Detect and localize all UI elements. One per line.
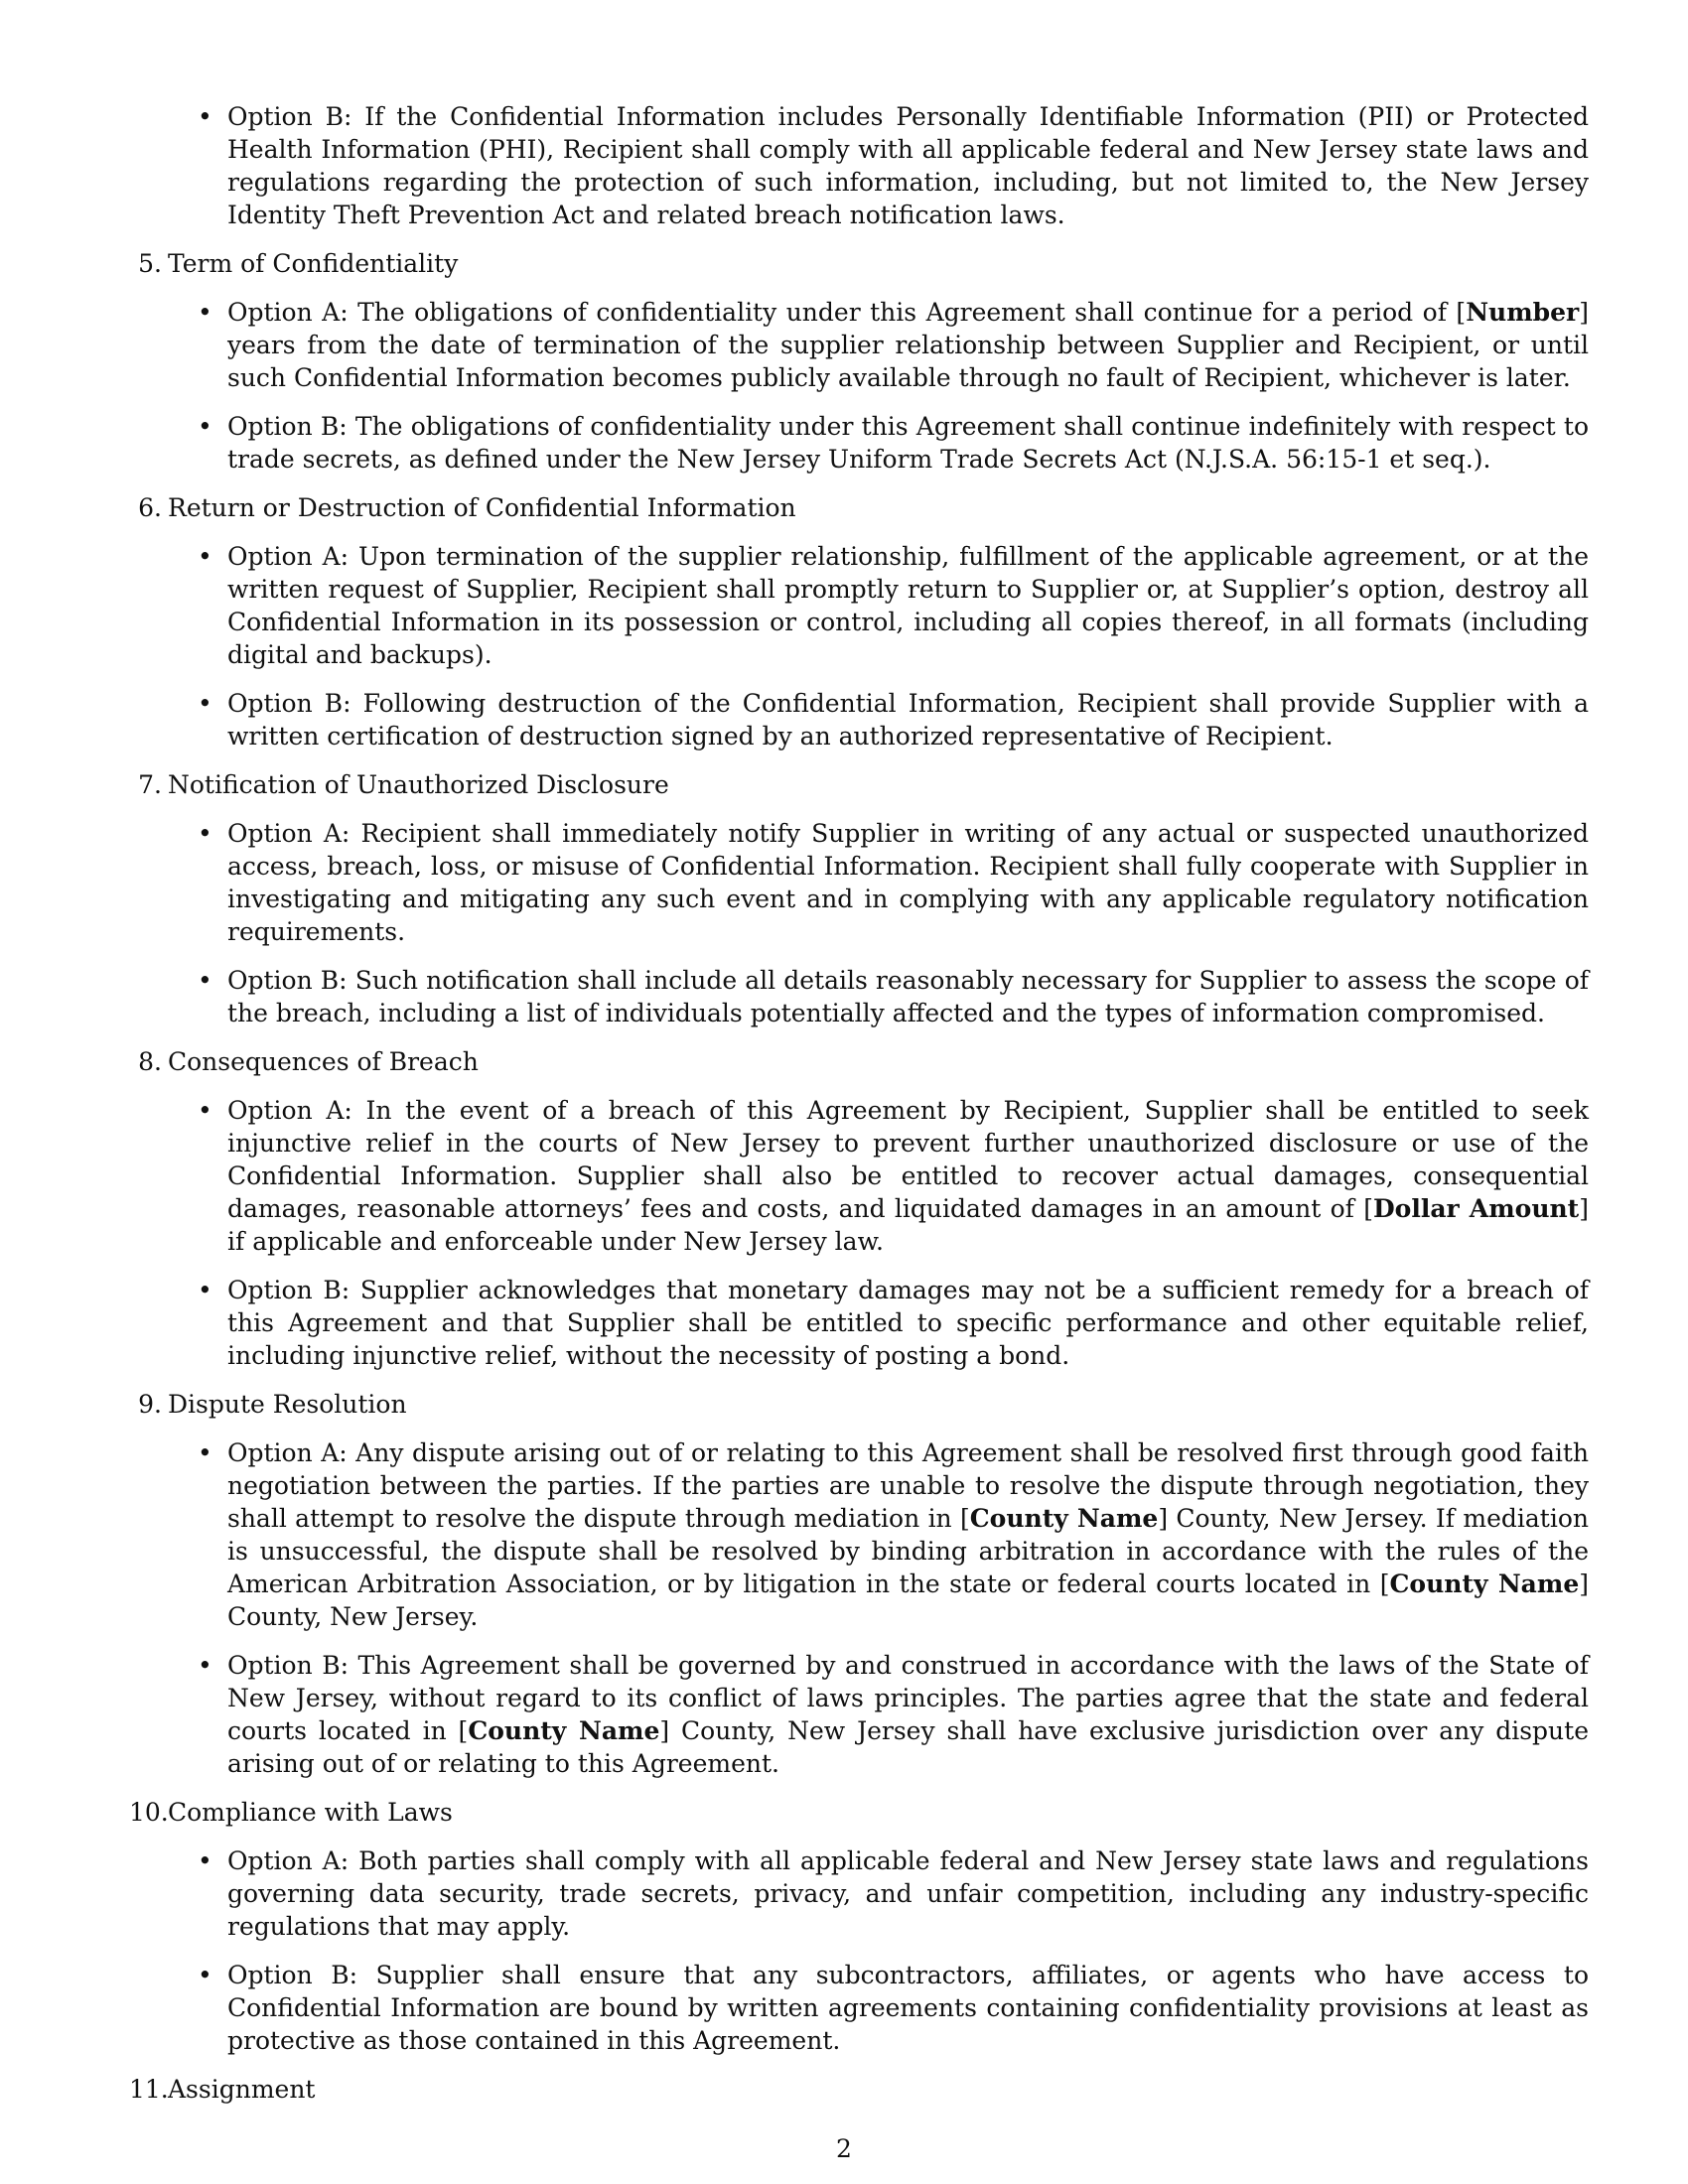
section-8-option-a: • Option A: In the event of a breach of this Agreement by Recipient, Supplier shall be entitled to seek injunctive relief in the courts of New Jersey to prevent further unauthorized disclosure or use of the Confidential Information. Supplier shall also be entitled to recover actual damages, consequential damages, reasonable attorneys’ fees and costs, and liquidated damages in an amount of [Dollar Amount] if applicable and enforceable under New Jersey law. bbox=[129, 1094, 1589, 1258]
page-number: 2 bbox=[836, 2134, 852, 2163]
section-8-option-b: • Option B: Supplier acknowledges that monetary damages may not be a sufficient remedy for a breach of this Agreement and that Supplier shall be entitled to specific performance and other equitable relief, including injunctive relief, without the necessity of posting a bond. bbox=[129, 1274, 1589, 1372]
section-number: 10. bbox=[129, 1798, 169, 1827]
section-5-option-a: • Option A: The obligations of confidentiality under this Agreement shall continue for a period of [Number] years from the date of termination of the supplier relationship between Supplier and Recipient, or until such Confidential Information becomes publicly available through no fault of Recipient, whichever is later. bbox=[129, 296, 1589, 394]
placeholder-number: Number bbox=[1466, 298, 1580, 327]
section-9-option-b: • Option B: This Agreement shall be governed by and construed in accordance with the laws of the State of New Jersey, without regard to its conflict of laws principles. The parties agree that the state and federal courts located in [County Name] County, New Jersey shall have exclusive jurisdiction over any dispute arising out of or relating to this Agreement. bbox=[129, 1649, 1589, 1780]
section-title: Term of Confidentiality bbox=[168, 249, 459, 278]
section-title: Assignment bbox=[168, 2075, 316, 2104]
section-6-option-a: • Option A: Upon termination of the supplier relationship, fulfillment of the applicable agreement, or at the written request of Supplier, Recipient shall promptly return to Supplier or, at Supplier’s option, destroy all Confidential Information in its possession or control, including all copies thereof, in all formats (including digital and backups). bbox=[129, 540, 1589, 671]
section-title: Notification of Unauthorized Disclosure bbox=[168, 770, 669, 799]
section-number: 5. bbox=[138, 249, 162, 278]
section-number: 7. bbox=[138, 770, 162, 799]
section-5-option-b: • Option B: The obligations of confidentiality under this Agreement shall continue indefinitely with respect to trade secrets, as defined under the New Jersey Uniform Trade Secrets Act (N.J.S.A. 56:15-1 et seq.). bbox=[129, 410, 1589, 476]
section-title: Dispute Resolution bbox=[168, 1390, 407, 1419]
placeholder-county-name: County Name bbox=[969, 1504, 1159, 1533]
section-title: Compliance with Laws bbox=[168, 1798, 453, 1827]
section-number: 6. bbox=[138, 493, 162, 522]
placeholder-dollar-amount: Dollar Amount bbox=[1372, 1194, 1580, 1223]
placeholder-county-name: County Name bbox=[468, 1716, 660, 1745]
section-title: Return or Destruction of Confidential Information bbox=[168, 493, 796, 522]
section-6-option-b: • Option B: Following destruction of the Confidential Information, Recipient shall provide Supplier with a written certification of destruction signed by an authorized representative of Recipient. bbox=[129, 687, 1589, 752]
section-10-option-b: • Option B: Supplier shall ensure that any subcontractors, affiliates, or agents who have access to Confidential Information are bound by written agreements containing confidentiality provisions at least as protective as those contained in this Agreement. bbox=[129, 1959, 1589, 2057]
section-9-heading bbox=[129, 1388, 1589, 1421]
section-4-option-b: • Option B: If the Confidential Information includes Personally Identifiable Information (PII) or Protected Health Information (PHI), Recipient shall comply with all applicable federal and New Jersey state laws and regulations regarding the protection of such information, including, but not limited to, the New Jersey Identity Theft Prevention Act and related breach notification laws. bbox=[129, 100, 1589, 231]
section-6-heading bbox=[129, 491, 1589, 524]
section-11-heading bbox=[129, 2073, 1589, 2106]
document-body bbox=[129, 100, 1589, 2121]
section-7-option-a: • Option A: Recipient shall immediately notify Supplier in writing of any actual or suspected unauthorized access, breach, loss, or misuse of Confidential Information. Recipient shall fully cooperate with Supplier in investigating and mitigating any such event and in complying with any applicable regulatory notification requirements. bbox=[129, 817, 1589, 948]
section-7-heading bbox=[129, 768, 1589, 801]
section-8-heading bbox=[129, 1045, 1589, 1078]
section-9-option-a: • Option A: Any dispute arising out of or relating to this Agreement shall be resolved first through good faith negotiation between the parties. If the parties are unable to resolve the dispute through negotiation, they shall attempt to resolve the dispute through mediation in [County Name] County, New Jersey. If mediation is unsuccessful, the dispute shall be resolved by binding arbitration in accordance with the rules of the American Arbitration Association, or by litigation in the state or federal courts located in [County Name] County, New Jersey. bbox=[129, 1436, 1589, 1633]
section-10-option-a: • Option A: Both parties shall comply with all applicable federal and New Jersey state laws and regulations governing data security, trade secrets, privacy, and unfair competition, including any industry-specific regulations that may apply. bbox=[129, 1844, 1589, 1943]
section-5-heading bbox=[129, 247, 1589, 280]
section-number: 11. bbox=[129, 2075, 169, 2104]
section-title: Consequences of Breach bbox=[168, 1047, 479, 1076]
section-number: 8. bbox=[138, 1047, 162, 1076]
section-7-option-b: • Option B: Such notification shall include all details reasonably necessary for Supplier to assess the scope of the breach, including a list of individuals potentially affected and the types of information compromised. bbox=[129, 964, 1589, 1029]
section-10-heading bbox=[129, 1796, 1589, 1829]
placeholder-county-name: County Name bbox=[1389, 1570, 1580, 1598]
section-number: 9. bbox=[138, 1390, 162, 1419]
